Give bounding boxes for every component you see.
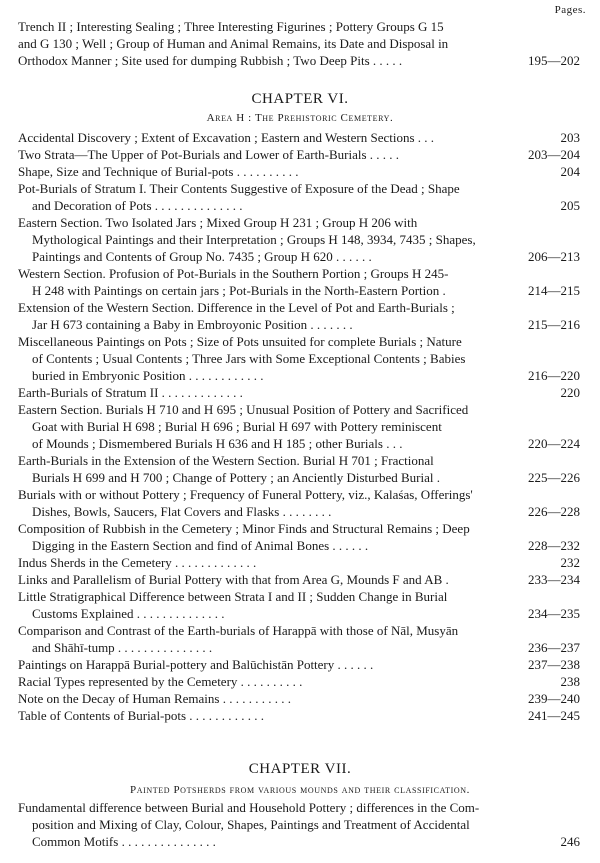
toc-entry xyxy=(18,129,580,146)
toc-entry xyxy=(18,163,580,180)
entry-line: and G 130 ; Well ; Group of Human and Animal Remains, its Date and Disposal in xyxy=(18,36,449,51)
entry-line: Customs Explained . . . . . . . . . . . . . . xyxy=(32,606,225,621)
entry-line: Common Motifs . . . . . . . . . . . . . . . xyxy=(32,834,216,849)
entry-line: Jar H 673 containing a Baby in Embroyonic Position . . . . . . . xyxy=(32,317,353,332)
entry-line: Fundamental difference between Burial and Household Pottery ; differences in the Com- xyxy=(18,800,480,815)
entry-line: Eastern Section. Burials H 710 and H 695 ; Unusual Position of Pottery and Sacrificed xyxy=(18,402,469,417)
page-number: 236—237 xyxy=(528,640,580,655)
toc-entry xyxy=(18,265,580,299)
page-number: 228—232 xyxy=(528,538,580,553)
entry-line: and Decoration of Pots . . . . . . . . . . . . . . xyxy=(32,198,243,213)
toc-entry xyxy=(18,486,580,520)
toc-entry xyxy=(18,656,580,673)
page-number: 203 xyxy=(560,130,580,145)
entry-line: Trench II ; Interesting Sealing ; Three Interesting Figurines ; Pottery Groups G 15 xyxy=(18,19,444,34)
entry-line: Earth-Burials in the Extension of the Western Section. Burial H 701 ; Fractional xyxy=(18,453,434,468)
page-number: 232 xyxy=(560,555,580,570)
entry-line: Paintings and Contents of Group No. 7435 ; Group H 620 . . . . . . xyxy=(32,249,372,264)
page-number: 203—204 xyxy=(528,147,580,162)
entry-line: Shape, Size and Technique of Burial-pots . . . . . . . . . . xyxy=(18,164,299,179)
chapter-6-entries xyxy=(18,129,580,724)
entry-line: Table of Contents of Burial-pots . . . . . . . . . . . . xyxy=(18,708,265,723)
entry-line: Links and Parallelism of Burial Pottery with that from Area G, Mounds F and AB . xyxy=(18,572,449,587)
toc-entry xyxy=(18,799,580,850)
page-number: 206—213 xyxy=(528,249,580,264)
toc-entry xyxy=(18,571,580,588)
entry-line: H 248 with Paintings on certain jars ; Pot-Burials in the North-Eastern Portion . xyxy=(32,283,446,298)
page-number: 237—238 xyxy=(528,657,580,672)
entry-line: Two Strata—The Upper of Pot-Burials and Lower of Earth-Burials . . . . . xyxy=(18,147,400,162)
toc-entry xyxy=(18,707,580,724)
page-number: 220 xyxy=(560,385,580,400)
entry-line: and Shāhī-tump . . . . . . . . . . . . . . . xyxy=(32,640,213,655)
entry-line: Extension of the Western Section. Difference in the Level of Pot and Earth-Burials ; xyxy=(18,300,455,315)
entry-line: Miscellaneous Paintings on Pots ; Size of Pots unsuited for complete Burials ; Nature xyxy=(18,334,462,349)
toc-entry xyxy=(18,401,580,452)
entry-line: Earth-Burials of Stratum II . . . . . . . . . . . . . xyxy=(18,385,243,400)
toc-entry xyxy=(18,452,580,486)
entry-line: of Contents ; Usual Contents ; Three Jars with Some Exceptional Contents ; Babies xyxy=(32,351,466,366)
toc-entry xyxy=(18,299,580,333)
entry-line: Note on the Decay of Human Remains . . . . . . . . . . . xyxy=(18,691,291,706)
toc-entry xyxy=(18,588,580,622)
toc-entry xyxy=(18,180,580,214)
toc-entry-continued xyxy=(18,18,580,69)
toc-entry xyxy=(18,18,580,69)
page-number: 241—245 xyxy=(528,708,580,723)
chapter-7-entries xyxy=(18,799,580,850)
page-number: 225—226 xyxy=(528,470,580,485)
entry-line: Paintings on Harappā Burial-pottery and Balūchistān Pottery . . . . . . xyxy=(18,657,374,672)
page-number: 204 xyxy=(560,164,580,179)
toc-entry xyxy=(18,146,580,163)
toc-entry xyxy=(18,554,580,571)
entry-line: position and Mixing of Clay, Colour, Shapes, Paintings and Treatment of Accidental xyxy=(32,817,470,832)
entry-line: Eastern Section. Two Isolated Jars ; Mixed Group H 231 ; Group H 206 with xyxy=(18,215,418,230)
page-number: 239—240 xyxy=(528,691,580,706)
page-number: 195—202 xyxy=(528,53,580,68)
entry-line: of Mounds ; Dismembered Burials H 636 and H 185 ; other Burials . . . xyxy=(32,436,403,451)
entry-line: Composition of Rubbish in the Cemetery ; Minor Finds and Structural Remains ; Deep xyxy=(18,521,470,536)
toc-entry xyxy=(18,214,580,265)
entry-line: Goat with Burial H 698 ; Burial H 696 ; Burial H 697 with Pottery reminiscent xyxy=(32,419,442,434)
page-number: 234—235 xyxy=(528,606,580,621)
toc-entry xyxy=(18,673,580,690)
page-number: 215—216 xyxy=(528,317,580,332)
entry-line: buried in Embryonic Position . . . . . . . . . . . . xyxy=(32,368,264,383)
chapter-title: CHAPTER VII. xyxy=(248,761,352,777)
page-number: 220—224 xyxy=(528,436,580,451)
toc-entry xyxy=(18,333,580,384)
entry-line: Racial Types represented by the Cemetery . . . . . . . . . . xyxy=(18,674,303,689)
page-number: 233—234 xyxy=(528,572,580,587)
entry-line: Comparison and Contrast of the Earth-burials of Harappā with those of Nāl, Musyān xyxy=(18,623,459,638)
toc-entry xyxy=(18,384,580,401)
entry-line: Digging in the Eastern Section and find of Animal Bones . . . . . . xyxy=(32,538,369,553)
toc-entry xyxy=(18,622,580,656)
page-number: 226—228 xyxy=(528,504,580,519)
page-number: 246 xyxy=(560,834,580,849)
pages-column-heading: Pages. xyxy=(554,4,586,16)
entry-line: Burials with or without Pottery ; Frequency of Funeral Pottery, viz., Kalaśas, Offerings' xyxy=(18,487,473,502)
entry-line: Indus Sherds in the Cemetery . . . . . . . . . . . . . xyxy=(18,555,257,570)
entry-line: Pot-Burials of Stratum I. Their Contents Suggestive of Exposure of the Dead ; Shape xyxy=(18,181,460,196)
entry-line: Mythological Paintings and their Interpretation ; Groups H 148, 3934, 7435 ; Shapes, xyxy=(32,232,476,247)
entry-line: Western Section. Profusion of Pot-Burials in the Southern Portion ; Groups H 245- xyxy=(18,266,449,281)
chapter-title: CHAPTER VI. xyxy=(251,91,349,107)
chapter-subtitle: Area H : The Prehistoric Cemetery. xyxy=(206,112,394,124)
entry-line: Little Stratigraphical Difference between Strata I and II ; Sudden Change in Burial xyxy=(18,589,448,604)
chapter-subtitle: Painted Potsherds from various mounds and their classification. xyxy=(130,784,470,796)
entry-line: Dishes, Bowls, Saucers, Flat Covers and Flasks . . . . . . . . xyxy=(32,504,332,519)
toc-entry xyxy=(18,520,580,554)
page-number: 238 xyxy=(560,674,580,689)
page-number: 216—220 xyxy=(528,368,580,383)
entry-line: Accidental Discovery ; Extent of Excavation ; Eastern and Western Sections . . . xyxy=(18,130,435,145)
page-number: 214—215 xyxy=(528,283,580,298)
toc-entry xyxy=(18,690,580,707)
entry-line: Burials H 699 and H 700 ; Change of Pottery ; an Anciently Disturbed Burial . xyxy=(32,470,440,485)
page-number: 205 xyxy=(560,198,580,213)
entry-line: Orthodox Manner ; Site used for dumping Rubbish ; Two Deep Pits . . . . . xyxy=(18,53,403,68)
